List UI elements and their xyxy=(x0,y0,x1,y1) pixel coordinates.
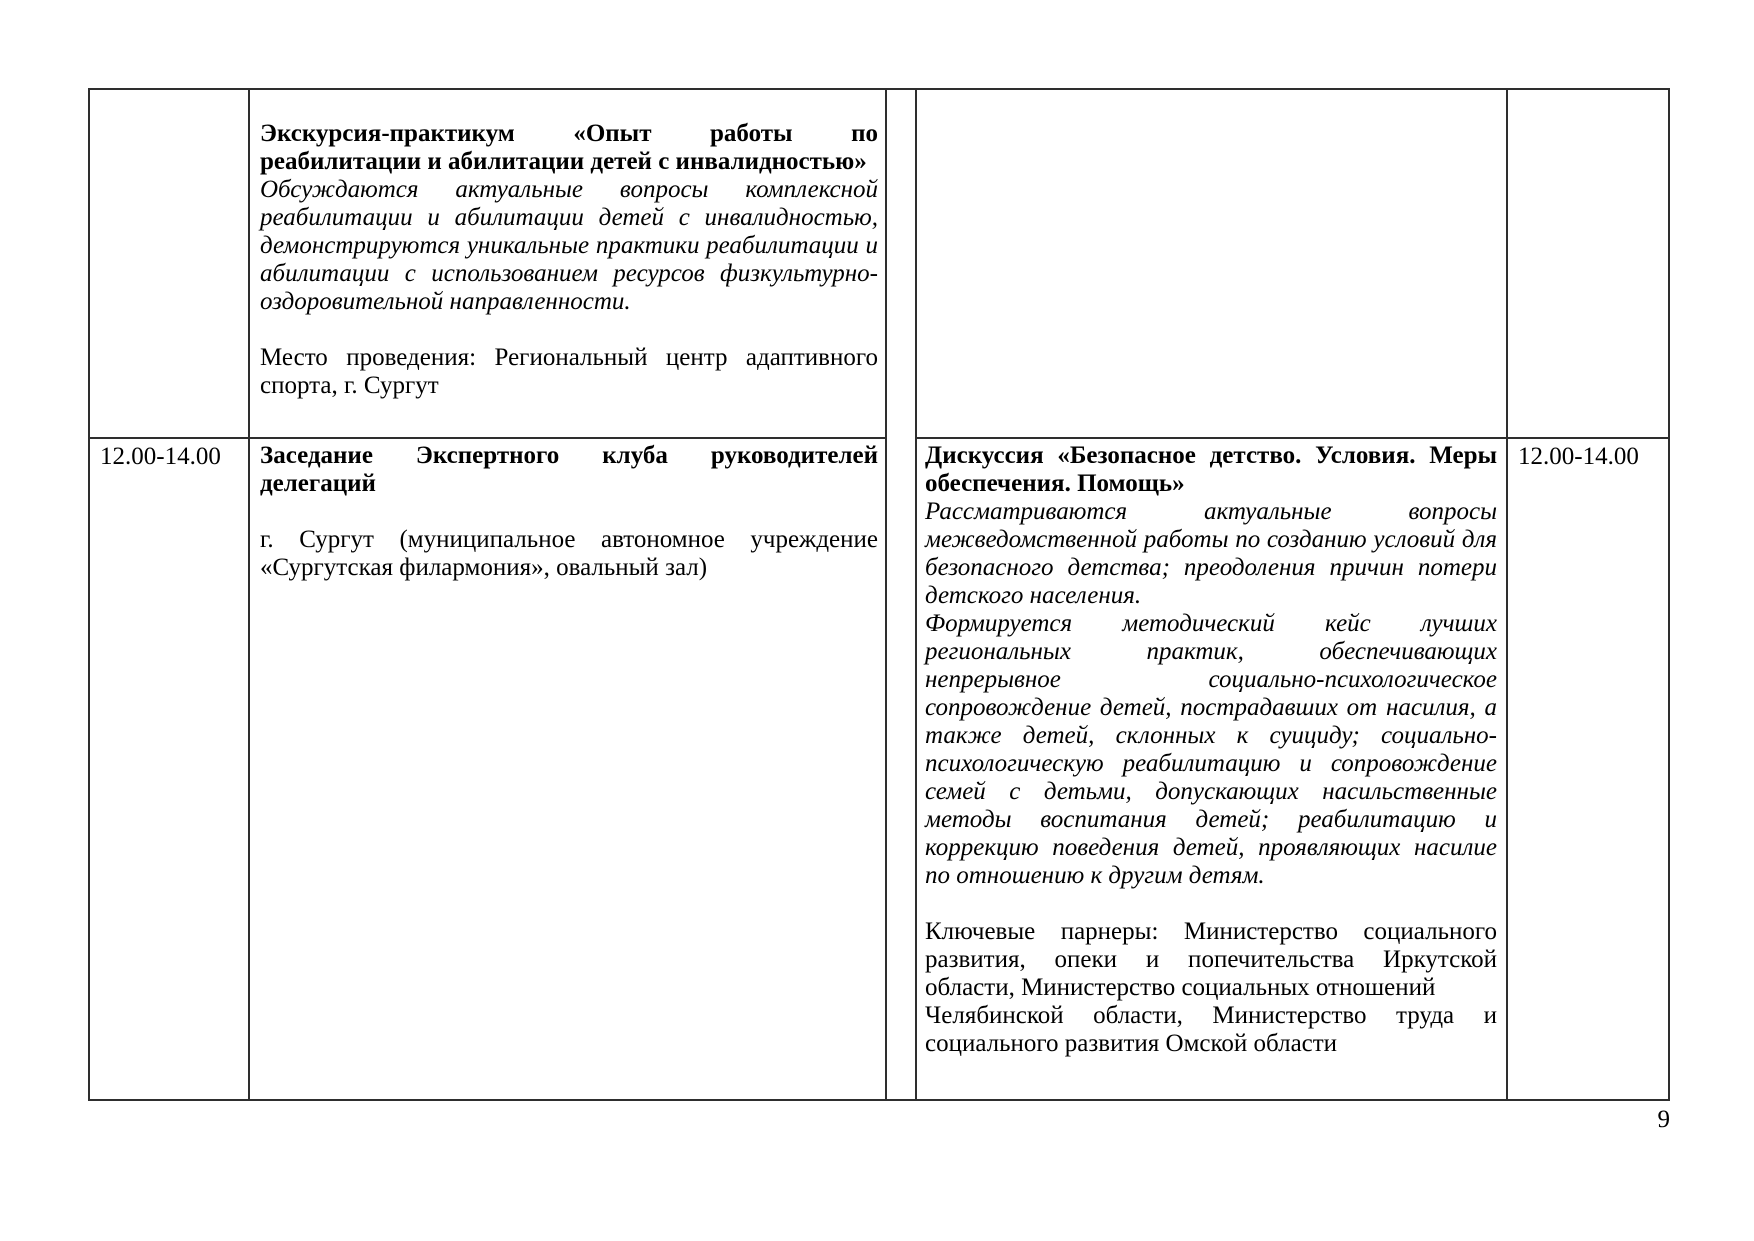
paragraph: Челябинской области, Министерство труда и социального развития Омской области xyxy=(925,1002,1497,1057)
page-number: 9 xyxy=(1657,1106,1670,1133)
cell-time-left-row1 xyxy=(89,89,249,438)
table-row xyxy=(89,89,1669,438)
cell-event-right-row1 xyxy=(916,89,1507,438)
paragraph: г. Сургут (муниципальное автономное учреждение «Сургутская филармония», овальный зал) xyxy=(260,526,878,581)
cell-event-right-row2 xyxy=(916,438,1507,1100)
paragraph: Дискуссия «Безопасное детство. Условия. Меры обеспечения. Помощь» xyxy=(925,442,1497,497)
paragraph: Экскурсия-практикум «Опыт работы по реабилитации и абилитации детей с инвалидностью» xyxy=(260,120,878,175)
cell-time-right-row1 xyxy=(1507,89,1669,438)
cell-time-right-row2: 12.00-14.00 xyxy=(1507,438,1669,1100)
table-row xyxy=(89,438,1669,1100)
cell-event-left-row1 xyxy=(249,89,886,438)
cell-spacer-column xyxy=(886,89,916,1100)
paragraph: Формируется методический кейс лучших региональных практик, обеспечивающих непрерывное социально-психологическое сопровождение детей, пострадавших от насилия, а также детей, склонных к суициду; социально-психологическую реабилитацию и сопровождение семей с детьми, допускающих насильственные методы воспитания детей; реабилитацию и коррекцию поведения детей, проявляющих насилие по отношению к другим детям. xyxy=(925,610,1497,889)
paragraph: Рассматриваются актуальные вопросы межведомственной работы по созданию условий для безопасного детства; преодоления причин потери детского населения. xyxy=(925,498,1497,609)
cell-time-left-row2: 12.00-14.00 xyxy=(89,438,249,1100)
schedule-table xyxy=(88,88,1670,1101)
cell-event-left-row2 xyxy=(249,438,886,1100)
paragraph: Ключевые парнеры: Министерство социального развития, опеки и попечительства Иркутской области, Министерство социальных отношений xyxy=(925,918,1497,1001)
paragraph: Обсуждаются актуальные вопросы комплексной реабилитации и абилитации детей с инвалидностью, демонстрируются уникальные практики реабилитации и абилитации с использованием ресурсов физкультурно-оздоровительной направленности. xyxy=(260,176,878,315)
paragraph: Место проведения: Региональный центр адаптивного спорта, г. Сургут xyxy=(260,344,878,399)
paragraph: Заседание Экспертного клуба руководителей делегаций xyxy=(260,442,878,497)
